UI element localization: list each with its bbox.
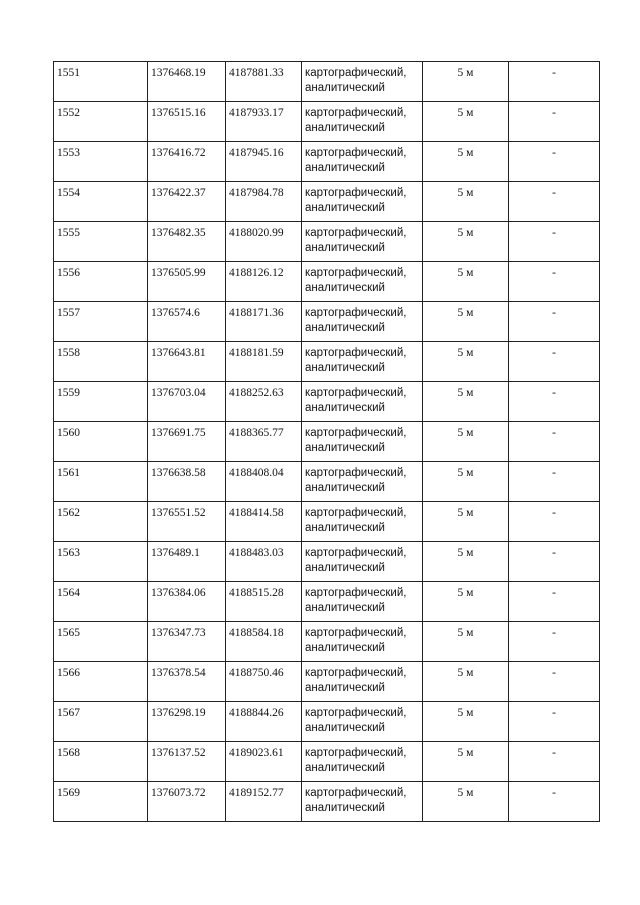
table-row [54, 182, 600, 222]
accuracy-cell: 5 м [423, 782, 509, 822]
table-row [54, 142, 600, 182]
method-line-1: картографический, [305, 67, 407, 79]
point-number-cell: 1569 [54, 782, 148, 822]
method-line-1: картографический, [305, 147, 407, 159]
accuracy-cell: 5 м [423, 262, 509, 302]
note-cell: - [509, 342, 600, 382]
method-line-2: аналитический [305, 682, 385, 694]
table-row [54, 782, 600, 822]
note-cell: - [509, 422, 600, 462]
coordinate-y-cell: 4188414.58 [226, 502, 302, 542]
coordinate-y-cell: 4187984.78 [226, 182, 302, 222]
accuracy-cell: 5 м [423, 702, 509, 742]
note-cell: - [509, 742, 600, 782]
method-line-2: аналитический [305, 242, 385, 254]
method-line-1: картографический, [305, 587, 407, 599]
method-cell [302, 382, 423, 422]
point-number-cell: 1558 [54, 342, 148, 382]
method-cell [302, 502, 423, 542]
point-number-cell: 1551 [54, 62, 148, 102]
method-cell [302, 422, 423, 462]
coordinate-y-cell: 4188584.18 [226, 622, 302, 662]
table-row [54, 382, 600, 422]
method-line-1: картографический, [305, 747, 407, 759]
table-row [54, 422, 600, 462]
method-line-2: аналитический [305, 602, 385, 614]
accuracy-cell: 5 м [423, 142, 509, 182]
coordinate-x-cell: 1376515.16 [148, 102, 226, 142]
method-line-2: аналитический [305, 442, 385, 454]
method-line-2: аналитический [305, 362, 385, 374]
note-cell: - [509, 542, 600, 582]
method-line-2: аналитический [305, 202, 385, 214]
accuracy-cell: 5 м [423, 222, 509, 262]
method-line-1: картографический, [305, 787, 407, 799]
method-cell [302, 622, 423, 662]
coordinate-y-cell: 4187933.17 [226, 102, 302, 142]
coordinate-x-cell: 1376137.52 [148, 742, 226, 782]
table-row [54, 262, 600, 302]
method-cell [302, 262, 423, 302]
method-line-2: аналитический [305, 162, 385, 174]
method-line-1: картографический, [305, 427, 407, 439]
table-row [54, 342, 600, 382]
point-number-cell: 1552 [54, 102, 148, 142]
method-line-1: картографический, [305, 227, 407, 239]
method-line-1: картографический, [305, 707, 407, 719]
method-line-2: аналитический [305, 722, 385, 734]
point-number-cell: 1566 [54, 662, 148, 702]
method-cell [302, 542, 423, 582]
coordinate-y-cell: 4188252.63 [226, 382, 302, 422]
method-line-2: аналитический [305, 762, 385, 774]
note-cell: - [509, 262, 600, 302]
point-number-cell: 1565 [54, 622, 148, 662]
method-cell [302, 702, 423, 742]
coordinate-y-cell: 4188181.59 [226, 342, 302, 382]
point-number-cell: 1557 [54, 302, 148, 342]
method-cell [302, 582, 423, 622]
coordinate-y-cell: 4188171.36 [226, 302, 302, 342]
table-row [54, 222, 600, 262]
point-number-cell: 1561 [54, 462, 148, 502]
note-cell: - [509, 302, 600, 342]
method-cell [302, 342, 423, 382]
method-line-2: аналитический [305, 562, 385, 574]
coordinate-y-cell: 4189023.61 [226, 742, 302, 782]
coordinate-x-cell: 1376468.19 [148, 62, 226, 102]
accuracy-cell: 5 м [423, 742, 509, 782]
note-cell: - [509, 382, 600, 422]
accuracy-cell: 5 м [423, 422, 509, 462]
accuracy-cell: 5 м [423, 622, 509, 662]
method-cell [302, 742, 423, 782]
table-row [54, 302, 600, 342]
note-cell: - [509, 622, 600, 662]
coordinate-x-cell: 1376073.72 [148, 782, 226, 822]
table-row [54, 662, 600, 702]
method-line-1: картографический, [305, 107, 407, 119]
method-cell [302, 62, 423, 102]
note-cell: - [509, 222, 600, 262]
coordinate-y-cell: 4188126.12 [226, 262, 302, 302]
note-cell: - [509, 662, 600, 702]
method-line-1: картографический, [305, 667, 407, 679]
method-cell [302, 182, 423, 222]
point-number-cell: 1560 [54, 422, 148, 462]
coordinate-x-cell: 1376638.58 [148, 462, 226, 502]
coordinate-x-cell: 1376378.54 [148, 662, 226, 702]
point-number-cell: 1559 [54, 382, 148, 422]
method-line-2: аналитический [305, 122, 385, 134]
coordinate-x-cell: 1376482.35 [148, 222, 226, 262]
note-cell: - [509, 142, 600, 182]
method-line-1: картографический, [305, 507, 407, 519]
method-line-1: картографический, [305, 627, 407, 639]
coordinate-y-cell: 4188020.99 [226, 222, 302, 262]
accuracy-cell: 5 м [423, 582, 509, 622]
coordinate-x-cell: 1376347.73 [148, 622, 226, 662]
table-row [54, 582, 600, 622]
coordinate-y-cell: 4187881.33 [226, 62, 302, 102]
coordinate-y-cell: 4188844.26 [226, 702, 302, 742]
method-cell [302, 782, 423, 822]
point-number-cell: 1563 [54, 542, 148, 582]
note-cell: - [509, 782, 600, 822]
accuracy-cell: 5 м [423, 462, 509, 502]
method-line-2: аналитический [305, 522, 385, 534]
note-cell: - [509, 702, 600, 742]
method-cell [302, 662, 423, 702]
table-body [54, 62, 600, 822]
table-row [54, 462, 600, 502]
coordinate-x-cell: 1376422.37 [148, 182, 226, 222]
method-line-2: аналитический [305, 322, 385, 334]
table-row [54, 102, 600, 142]
note-cell: - [509, 582, 600, 622]
coordinate-y-cell: 4188515.28 [226, 582, 302, 622]
coordinate-y-cell: 4187945.16 [226, 142, 302, 182]
method-line-2: аналитический [305, 282, 385, 294]
coordinate-y-cell: 4188750.46 [226, 662, 302, 702]
method-line-2: аналитический [305, 802, 385, 814]
table-row [54, 742, 600, 782]
point-number-cell: 1556 [54, 262, 148, 302]
coordinate-y-cell: 4189152.77 [226, 782, 302, 822]
method-line-1: картографический, [305, 347, 407, 359]
coordinate-y-cell: 4188408.04 [226, 462, 302, 502]
accuracy-cell: 5 м [423, 662, 509, 702]
method-line-1: картографический, [305, 187, 407, 199]
coordinate-x-cell: 1376489.1 [148, 542, 226, 582]
point-number-cell: 1562 [54, 502, 148, 542]
method-line-1: картографический, [305, 547, 407, 559]
method-line-1: картографический, [305, 267, 407, 279]
method-line-2: аналитический [305, 482, 385, 494]
point-number-cell: 1568 [54, 742, 148, 782]
point-number-cell: 1564 [54, 582, 148, 622]
table-row [54, 542, 600, 582]
coordinate-x-cell: 1376691.75 [148, 422, 226, 462]
note-cell: - [509, 62, 600, 102]
coordinate-x-cell: 1376574.6 [148, 302, 226, 342]
note-cell: - [509, 502, 600, 542]
method-line-2: аналитический [305, 402, 385, 414]
point-number-cell: 1553 [54, 142, 148, 182]
method-cell [302, 142, 423, 182]
table-row [54, 62, 600, 102]
method-line-2: аналитический [305, 82, 385, 94]
coordinate-y-cell: 4188483.03 [226, 542, 302, 582]
accuracy-cell: 5 м [423, 102, 509, 142]
method-cell [302, 462, 423, 502]
accuracy-cell: 5 м [423, 302, 509, 342]
coordinate-x-cell: 1376298.19 [148, 702, 226, 742]
coordinate-x-cell: 1376643.81 [148, 342, 226, 382]
coordinate-x-cell: 1376551.52 [148, 502, 226, 542]
coordinate-x-cell: 1376505.99 [148, 262, 226, 302]
point-number-cell: 1554 [54, 182, 148, 222]
method-cell [302, 222, 423, 262]
table-row [54, 502, 600, 542]
method-line-1: картографический, [305, 467, 407, 479]
method-line-1: картографический, [305, 387, 407, 399]
table-row [54, 702, 600, 742]
accuracy-cell: 5 м [423, 542, 509, 582]
method-line-1: картографический, [305, 307, 407, 319]
point-number-cell: 1567 [54, 702, 148, 742]
accuracy-cell: 5 м [423, 502, 509, 542]
accuracy-cell: 5 м [423, 182, 509, 222]
coordinate-x-cell: 1376416.72 [148, 142, 226, 182]
accuracy-cell: 5 м [423, 62, 509, 102]
coordinate-x-cell: 1376703.04 [148, 382, 226, 422]
note-cell: - [509, 182, 600, 222]
method-cell [302, 102, 423, 142]
coordinate-x-cell: 1376384.06 [148, 582, 226, 622]
point-number-cell: 1555 [54, 222, 148, 262]
accuracy-cell: 5 м [423, 342, 509, 382]
note-cell: - [509, 102, 600, 142]
note-cell: - [509, 462, 600, 502]
coordinate-y-cell: 4188365.77 [226, 422, 302, 462]
method-cell [302, 302, 423, 342]
accuracy-cell: 5 м [423, 382, 509, 422]
coordinates-table [53, 61, 600, 822]
table-row [54, 622, 600, 662]
method-line-2: аналитический [305, 642, 385, 654]
